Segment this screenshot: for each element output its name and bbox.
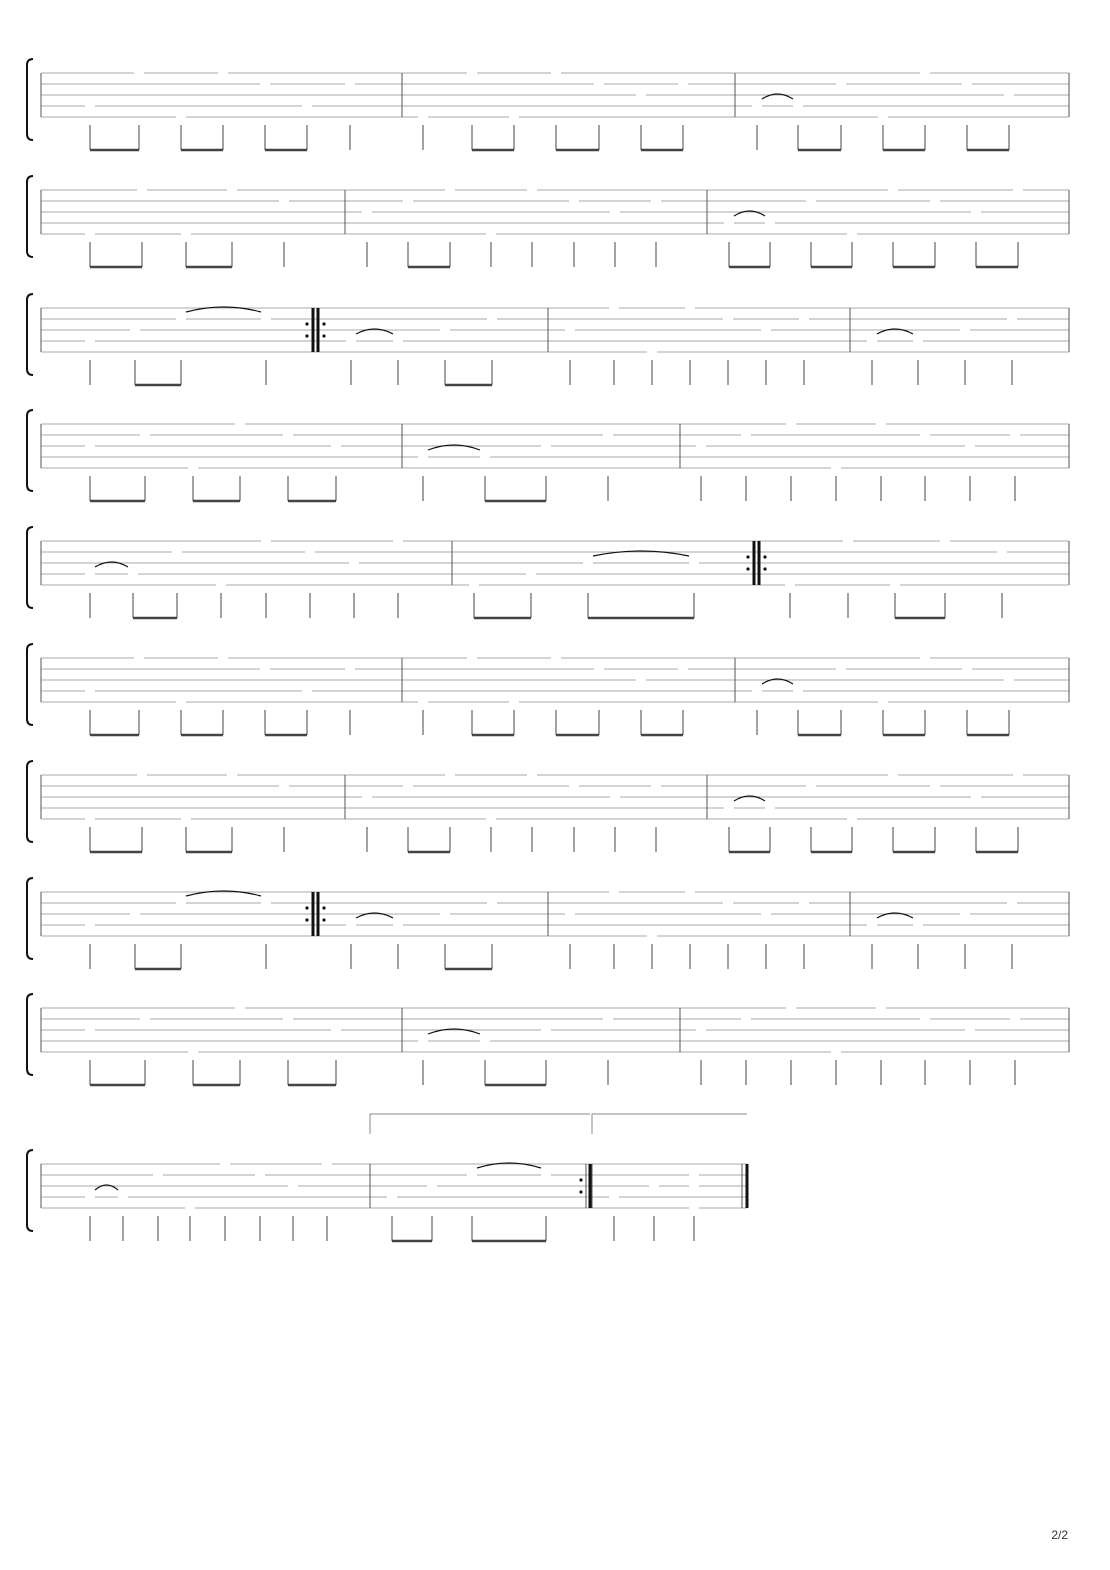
tab-system	[27, 1114, 747, 1241]
fret-bg	[752, 99, 762, 111]
fret-bg	[403, 194, 413, 206]
fret-bg	[647, 929, 657, 941]
fret-bg	[509, 110, 519, 122]
fret-bg	[920, 651, 930, 663]
fret-bg	[176, 896, 186, 908]
fret-bg	[569, 779, 579, 791]
fret-bg	[1004, 88, 1014, 100]
fret-bg	[565, 323, 575, 335]
fret-bg	[85, 227, 95, 239]
fret-bg	[176, 695, 186, 707]
fret-bg	[85, 439, 95, 451]
fret-bg	[283, 1012, 293, 1024]
fret-bg	[867, 334, 877, 346]
fret-bg	[962, 662, 972, 674]
fret-bg	[85, 99, 95, 111]
fret-bg	[594, 77, 604, 89]
tab-system	[27, 527, 1069, 618]
measure	[752, 66, 1014, 150]
fret-bg	[85, 684, 95, 696]
fret-bg	[445, 183, 455, 195]
fret-bg	[302, 684, 312, 696]
fret-bg	[971, 205, 981, 217]
measure	[85, 417, 341, 501]
fret-bg	[418, 1034, 428, 1046]
fret-bg	[565, 907, 575, 919]
measure	[418, 651, 688, 735]
fret-bg	[930, 194, 940, 206]
repeat-dot	[305, 906, 308, 909]
fret-bg	[137, 183, 147, 195]
fret-bg	[261, 896, 271, 908]
fret-bg	[696, 439, 706, 451]
repeat-dot	[305, 322, 308, 325]
measure	[418, 66, 688, 150]
fret-bg	[130, 907, 140, 919]
fret-bg	[403, 779, 413, 791]
system-bracket	[27, 176, 33, 257]
fret-bg	[843, 534, 853, 546]
fret-bg	[888, 183, 898, 195]
fret-bg	[752, 684, 762, 696]
system-bracket	[27, 761, 33, 842]
fret-bg	[185, 1201, 195, 1213]
fret-bg	[480, 1034, 490, 1046]
tab-system	[27, 761, 1069, 852]
fret-bg	[509, 695, 519, 707]
repeat-dot	[763, 567, 766, 570]
fret-bg	[1013, 183, 1023, 195]
system-bracket	[27, 59, 33, 140]
fret-bg	[467, 1168, 477, 1180]
fret-bg	[288, 1179, 298, 1191]
fret-bg	[427, 1179, 437, 1191]
fret-bg	[218, 66, 228, 78]
fret-bg	[799, 312, 809, 324]
fret-bg	[1007, 312, 1017, 324]
fret-bg	[786, 1001, 796, 1013]
fret-bg	[962, 77, 972, 89]
repeat-dot	[746, 555, 749, 558]
fret-bg	[188, 461, 198, 473]
tab-system	[27, 59, 1069, 150]
fret-bg	[216, 578, 226, 590]
fret-bg	[487, 312, 497, 324]
fret-bg	[467, 66, 477, 78]
repeat-dot	[305, 918, 308, 921]
volta-bracket-2	[592, 1114, 747, 1134]
fret-bg	[724, 801, 734, 813]
tab-system	[27, 878, 1069, 969]
fret-bg	[689, 1201, 699, 1213]
fret-bg	[799, 896, 809, 908]
measure	[85, 66, 355, 150]
fret-bg	[349, 556, 359, 568]
fret-bg	[806, 194, 816, 206]
fret-bg	[890, 578, 900, 590]
fret-bg	[724, 216, 734, 228]
fret-bg	[235, 1001, 245, 1013]
fret-bg	[279, 779, 289, 791]
fret-bg	[685, 301, 695, 313]
fret-bg	[440, 907, 450, 919]
fret-bg	[279, 194, 289, 206]
fret-bg	[445, 768, 455, 780]
fret-bg	[997, 545, 1007, 557]
fret-bg	[940, 534, 950, 546]
system-bracket	[27, 644, 33, 725]
fret-bg	[261, 312, 271, 324]
fret-bg	[227, 183, 237, 195]
fret-bg	[134, 651, 144, 663]
fret-bg	[847, 812, 857, 824]
fret-bg	[85, 334, 95, 346]
measure	[867, 312, 1017, 385]
fret-bg	[741, 1012, 751, 1024]
fret-bg	[1010, 1012, 1020, 1024]
measure	[85, 768, 289, 852]
fret-bg	[487, 896, 497, 908]
repeat-dot	[322, 322, 325, 325]
measure	[752, 651, 1014, 735]
fret-bg	[541, 1023, 551, 1035]
fret-bg	[1013, 768, 1023, 780]
fret-bg	[172, 545, 182, 557]
fret-bg	[831, 461, 841, 473]
fret-bg	[920, 428, 930, 440]
fret-bg	[878, 695, 888, 707]
measure	[724, 768, 1023, 852]
fret-bg	[649, 1179, 659, 1191]
volta-bracket-1	[370, 1114, 590, 1134]
fret-bg	[541, 1168, 551, 1180]
fret-bg	[609, 301, 619, 313]
fret-bg	[761, 323, 771, 335]
fret-bg	[689, 1179, 699, 1191]
fret-bg	[418, 695, 428, 707]
fret-bg	[526, 567, 536, 579]
fret-bg	[181, 227, 191, 239]
fret-bg	[140, 428, 150, 440]
tab-system	[27, 294, 1069, 385]
fret-bg	[118, 1190, 128, 1202]
fret-bg	[188, 1045, 198, 1057]
fret-bg	[322, 1157, 332, 1169]
fret-bg	[636, 88, 646, 100]
fret-bg	[260, 77, 270, 89]
tab-system	[27, 994, 1069, 1085]
fret-bg	[867, 918, 877, 930]
fret-bg	[876, 417, 886, 429]
fret-bg	[913, 334, 923, 346]
measure	[867, 896, 1017, 969]
measure	[85, 183, 289, 267]
fret-bg	[85, 567, 95, 579]
fret-bg	[346, 918, 356, 930]
fret-bg	[362, 790, 372, 802]
fret-bg	[551, 651, 561, 663]
fret-bg	[440, 323, 450, 335]
system-bracket	[27, 1150, 33, 1231]
fret-bg	[1010, 428, 1020, 440]
fret-bg	[130, 323, 140, 335]
fret-bg	[85, 918, 95, 930]
fret-bg	[85, 1023, 95, 1035]
fret-bg	[486, 227, 496, 239]
fret-bg	[876, 1001, 886, 1013]
fret-bg	[551, 66, 561, 78]
fret-bg	[741, 428, 751, 440]
fret-bg	[469, 578, 479, 590]
page-number: 2/2	[1051, 1528, 1068, 1542]
fret-bg	[609, 885, 619, 897]
fret-bg	[636, 673, 646, 685]
fret-bg	[153, 1168, 163, 1180]
fret-bg	[971, 790, 981, 802]
system-bracket	[27, 527, 33, 608]
measure	[362, 768, 661, 852]
repeat-dot	[579, 1178, 582, 1181]
fret-bg	[85, 812, 95, 824]
fret-bg	[583, 556, 593, 568]
fret-bg	[569, 194, 579, 206]
fret-bg	[723, 896, 733, 908]
system-bracket	[27, 878, 33, 959]
repeat-dot	[322, 334, 325, 337]
measure	[785, 534, 1007, 618]
fret-bg	[140, 1012, 150, 1024]
fret-bg	[1004, 673, 1014, 685]
measure	[85, 1001, 341, 1085]
fret-bg	[965, 439, 975, 451]
fret-bg	[847, 227, 857, 239]
fret-bg	[806, 779, 816, 791]
fret-bg	[913, 918, 923, 930]
fret-bg	[678, 77, 688, 89]
fret-bg	[137, 768, 147, 780]
fret-bg	[651, 779, 661, 791]
fret-bg	[302, 99, 312, 111]
fret-bg	[486, 812, 496, 824]
fret-bg	[689, 1168, 699, 1180]
fret-bg	[393, 918, 403, 930]
fret-bg	[765, 216, 775, 228]
system-bracket	[27, 410, 33, 491]
tab-system	[27, 176, 1069, 267]
fret-bg	[261, 534, 271, 546]
fret-bg	[387, 1190, 397, 1202]
fret-bg	[831, 1045, 841, 1057]
fret-bg	[765, 801, 775, 813]
fret-bg	[418, 450, 428, 462]
measure	[724, 183, 1023, 267]
fret-bg	[331, 439, 341, 451]
measure	[85, 534, 403, 618]
fret-bg	[960, 907, 970, 919]
fret-bg	[181, 812, 191, 824]
fret-bg	[85, 1190, 95, 1202]
fret-bg	[836, 77, 846, 89]
repeat-dot	[322, 918, 325, 921]
fret-bg	[218, 651, 228, 663]
fret-bg	[609, 1190, 619, 1202]
fret-bg	[541, 439, 551, 451]
measure	[565, 885, 809, 969]
repeat-dot	[579, 1190, 582, 1193]
fret-bg	[786, 417, 796, 429]
fret-bg	[393, 534, 403, 546]
fret-bg	[888, 768, 898, 780]
fret-bg	[467, 651, 477, 663]
fret-bg	[689, 556, 699, 568]
fret-bg	[878, 110, 888, 122]
fret-bg	[260, 662, 270, 674]
measure	[418, 428, 613, 501]
fret-bg	[227, 768, 237, 780]
measure	[696, 1001, 1020, 1085]
fret-bg	[696, 1023, 706, 1035]
fret-bg	[610, 205, 620, 217]
fret-bg	[603, 428, 613, 440]
fret-bg	[793, 684, 803, 696]
fret-bg	[176, 110, 186, 122]
fret-bg	[362, 205, 372, 217]
measure	[85, 651, 355, 735]
fret-bg	[603, 1012, 613, 1024]
fret-bg	[723, 312, 733, 324]
fret-bg	[920, 1012, 930, 1024]
fret-bg	[346, 334, 356, 346]
fret-bg	[255, 1168, 265, 1180]
tab-system	[27, 644, 1069, 735]
fret-bg	[930, 779, 940, 791]
measure	[346, 312, 497, 385]
fret-bg	[480, 450, 490, 462]
fret-bg	[176, 312, 186, 324]
fret-bg	[345, 662, 355, 674]
fret-bg	[793, 99, 803, 111]
fret-bg	[331, 1023, 341, 1035]
fret-bg	[785, 578, 795, 590]
fret-bg	[527, 183, 537, 195]
fret-bg	[960, 323, 970, 335]
fret-bg	[685, 885, 695, 897]
measure	[418, 1012, 613, 1085]
fret-bg	[610, 790, 620, 802]
system-bracket	[27, 294, 33, 375]
measure	[609, 1168, 699, 1241]
repeat-dot	[763, 555, 766, 558]
measure	[346, 896, 497, 969]
fret-bg	[920, 66, 930, 78]
fret-bg	[235, 417, 245, 429]
measure	[696, 417, 1020, 501]
fret-bg	[527, 768, 537, 780]
measure	[85, 1157, 332, 1241]
repeat-dot	[322, 906, 325, 909]
fret-bg	[128, 567, 138, 579]
system-bracket	[27, 994, 33, 1075]
repeat-dot	[746, 567, 749, 570]
fret-bg	[345, 77, 355, 89]
fret-bg	[283, 428, 293, 440]
fret-bg	[651, 194, 661, 206]
fret-bg	[836, 662, 846, 674]
fret-bg	[305, 545, 315, 557]
tab-system	[27, 410, 1069, 501]
repeat-dot	[305, 334, 308, 337]
fret-bg	[220, 1157, 230, 1169]
fret-bg	[134, 66, 144, 78]
fret-bg	[418, 110, 428, 122]
measure	[565, 301, 809, 385]
fret-bg	[1007, 896, 1017, 908]
fret-bg	[965, 1023, 975, 1035]
fret-bg	[594, 662, 604, 674]
fret-bg	[647, 345, 657, 357]
measure	[362, 183, 661, 267]
fret-bg	[761, 907, 771, 919]
fret-bg	[678, 662, 688, 674]
fret-bg	[393, 334, 403, 346]
